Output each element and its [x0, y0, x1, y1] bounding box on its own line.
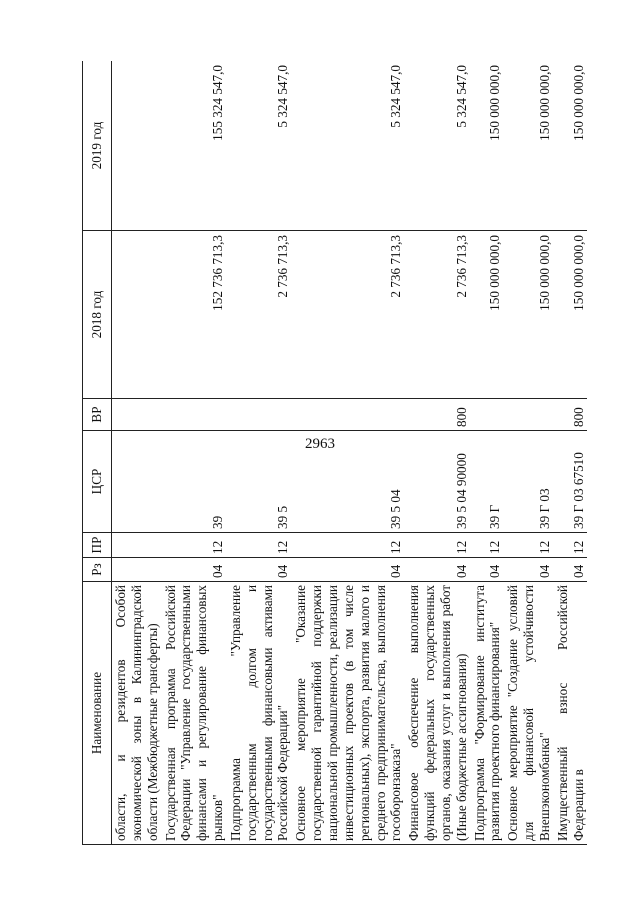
header-pr: ПР	[83, 533, 112, 558]
table-rotated-wrapper	[82, 61, 601, 845]
row-rz: 04	[554, 558, 588, 582]
row-2018: 152 736 713,3	[162, 231, 227, 399]
row-csr: 39 Г	[471, 431, 505, 533]
row-2019: 5 324 547,0	[292, 61, 405, 231]
row-2018: 2 736 713,3	[405, 231, 470, 399]
table-row	[554, 61, 588, 845]
table-row	[504, 61, 554, 845]
row-csr	[112, 431, 162, 533]
header-2019: 2019 год	[83, 61, 112, 231]
table-row	[112, 61, 162, 845]
row-vr	[162, 399, 227, 431]
row-pr: 12	[292, 533, 405, 558]
row-vr: 800	[554, 399, 588, 431]
row-pr: 12	[405, 533, 470, 558]
header-csr: ЦСР	[83, 431, 112, 533]
row-2019: 155 324 547,0	[162, 61, 227, 231]
row-rz: 04	[504, 558, 554, 582]
row-pr: 12	[162, 533, 227, 558]
row-2018: 2 736 713,3	[292, 231, 405, 399]
row-csr: 39 5 04	[292, 431, 405, 533]
row-vr	[471, 399, 505, 431]
row-2019: 150 000 000,0	[554, 61, 588, 231]
table-row	[227, 61, 292, 845]
row-rz: 04	[405, 558, 470, 582]
row-rz: 04	[471, 558, 505, 582]
row-2018: 150 000 000,0	[554, 231, 588, 399]
row-rz: 04	[292, 558, 405, 582]
table-rotated	[82, 61, 601, 845]
row-csr: 39 Г 03	[504, 431, 554, 533]
row-rz	[112, 558, 162, 582]
row-2019	[112, 61, 162, 231]
table-row	[292, 61, 405, 845]
page-number: 2963	[305, 436, 335, 452]
row-vr: 800	[405, 399, 470, 431]
row-name: области, и резидентов Особой экономической зоны в Калининградской области (Межбюджетные трансферты)	[112, 582, 162, 845]
row-vr	[292, 399, 405, 431]
row-rz: 04	[227, 558, 292, 582]
row-rz: 04	[162, 558, 227, 582]
row-2019: 5 324 547,0	[405, 61, 470, 231]
table-row	[162, 61, 227, 845]
row-csr: 39	[162, 431, 227, 533]
row-pr: 12	[227, 533, 292, 558]
row-name: Подпрограмма "Формирование института развития проектного финансирования"	[471, 582, 505, 845]
row-name: Финансовое обеспечение выполнения функций федеральных государственных органов, оказания услуг и выполнения работ (Иные бюджетные ассигнования)	[405, 582, 470, 845]
row-pr	[112, 533, 162, 558]
table-row	[471, 61, 505, 845]
table-row	[405, 61, 470, 845]
table-header-row	[83, 61, 112, 845]
row-vr	[112, 399, 162, 431]
row-2019: 5 324 547,0	[227, 61, 292, 231]
row-csr: 39 5 04 90000	[405, 431, 470, 533]
row-2018	[112, 231, 162, 399]
header-vr: ВР	[83, 399, 112, 431]
row-name: Имущественный взнос Российской Федерации в	[554, 582, 588, 845]
row-name: Основное мероприятие "Создание условий для финансовой устойчивости Внешэкономбанка"	[504, 582, 554, 845]
row-pr: 12	[471, 533, 505, 558]
row-2018: 150 000 000,0	[471, 231, 505, 399]
row-vr	[504, 399, 554, 431]
header-name: Наименование	[83, 582, 112, 845]
row-2019: 150 000 000,0	[504, 61, 554, 231]
budget-table	[82, 61, 587, 845]
row-vr	[227, 399, 292, 431]
header-rz: Рз	[83, 558, 112, 582]
row-2018: 150 000 000,0	[504, 231, 554, 399]
row-pr: 12	[504, 533, 554, 558]
row-2019: 150 000 000,0	[471, 61, 505, 231]
row-2018: 2 736 713,3	[227, 231, 292, 399]
row-pr: 12	[554, 533, 588, 558]
header-2018: 2018 год	[83, 231, 112, 399]
row-name: Подпрограмма "Управление государственным долгом и государственными финансовыми активами Российской Федерации"	[227, 582, 292, 845]
row-csr: 39 5	[227, 431, 292, 533]
row-csr: 39 Г 03 67510	[554, 431, 588, 533]
row-name: Государственная программа Российской Федерации "Управление государственными финансами и регулирование финансовых рынков"	[162, 582, 227, 845]
row-name: Основное мероприятие "Оказание государственной гарантийной поддержки национальной промышленности, реализации инвестиционных проектов (в том числе региональных), экспорта, развития малого и среднего предпринимательства, выполнения гособоронзаказа"	[292, 582, 405, 845]
